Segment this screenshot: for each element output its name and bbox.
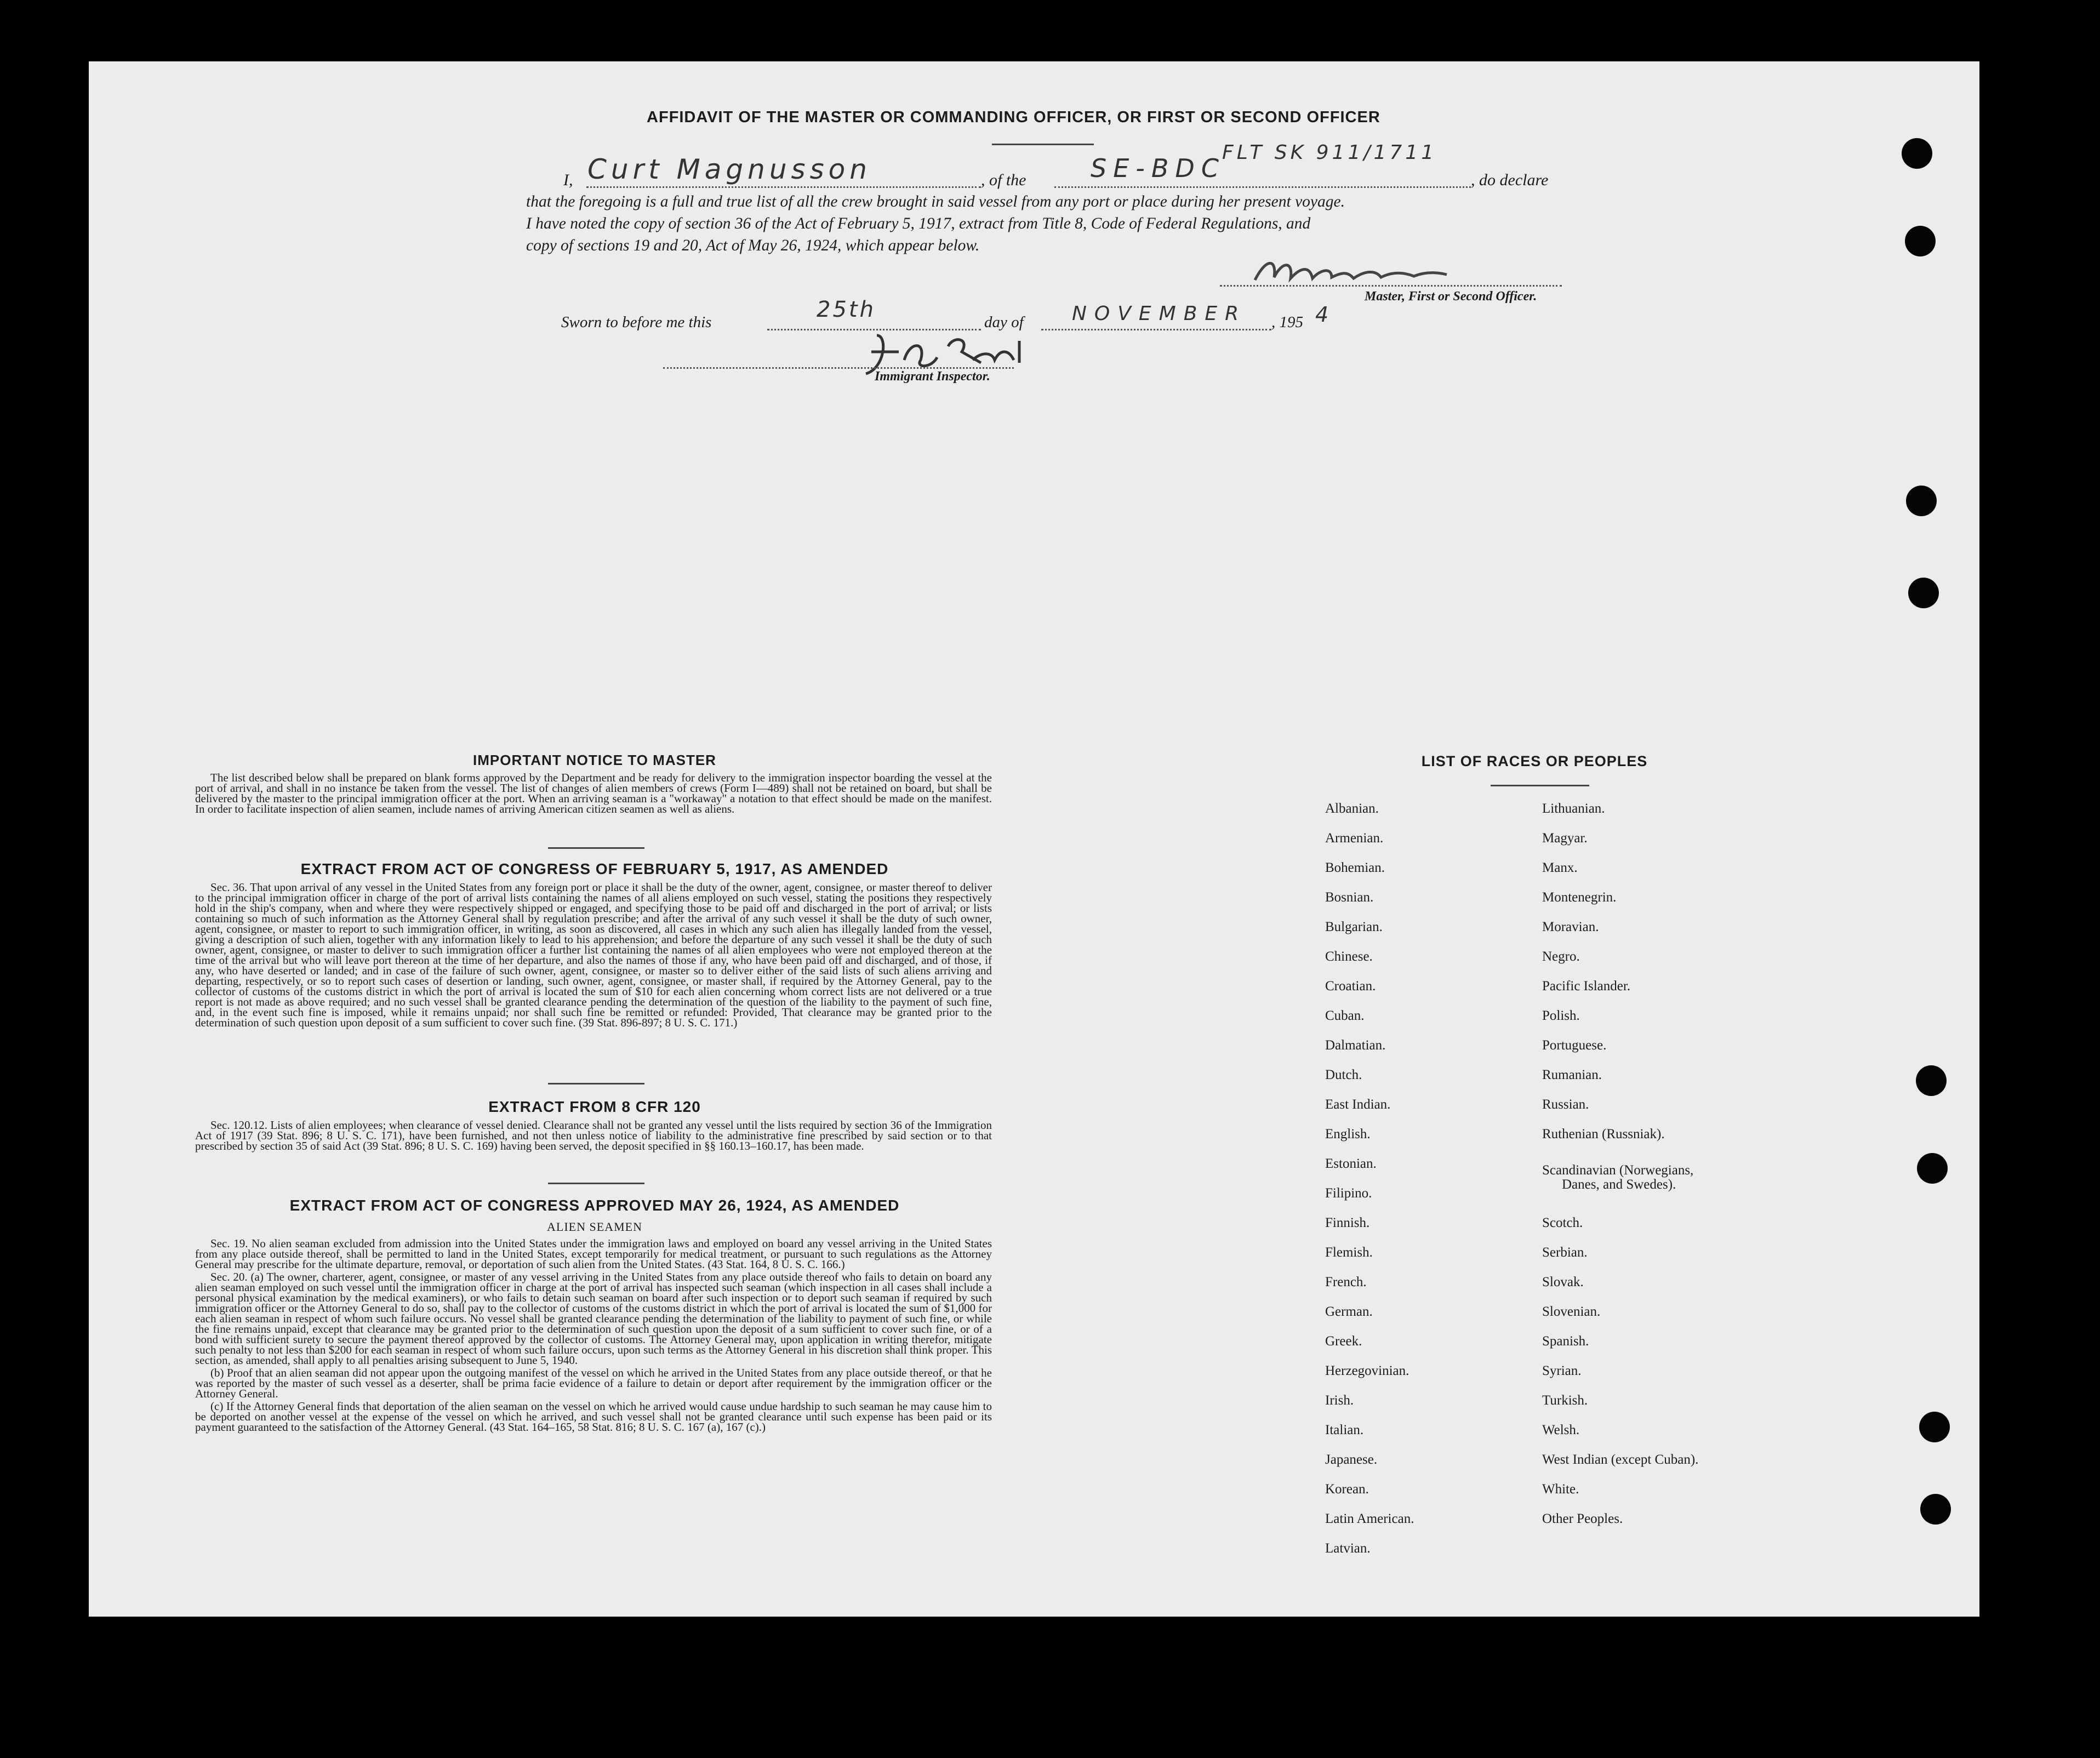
sec-19-paragraph: Sec. 19. No alien seaman excluded from admission into the United States under the immigration laws and employed on board any vessel arriving in the United States from any place outside thereof, shall be permitted to land in the United States, except temporarily for medical treatment, or pursuant to such regulations as the Attorney General may prescribe for the ultimate departure, removal, or deportation of such alien from the United States. (43 Stat. 164, 8 U. S. C. 166.) [195, 1237, 992, 1271]
name-line [586, 186, 981, 188]
race-left-item: Herzegovinian. [1325, 1363, 1409, 1378]
divider [1491, 785, 1589, 786]
race-right-item: Scotch. [1542, 1215, 1583, 1230]
race-right-item: West Indian (except Cuban). [1542, 1452, 1699, 1467]
race-left-item: Dalmatian. [1325, 1038, 1386, 1053]
declaration-line-4: copy of sections 19 and 20, Act of May 26, 1924, which appear below. [526, 237, 980, 254]
master-caption: Master, First or Second Officer. [1365, 289, 1537, 304]
declaration-line-3: I have noted the copy of section 36 of the Act of February 5, 1917, extract from Title 8, Code of Federal Regulations, and [526, 215, 1311, 232]
sec-20c-paragraph: (c) If the Attorney General finds that deportation of the alien seaman on the vessel on which he arrived would cause undue hardship to such seaman he may cause him to be deported on another vessel at the expense of the vessel on which he arrived, and such vessel shall not be granted clearance until such expense has been paid or its payment guaranteed to the satisfaction of the Attorney General. (43 Stat. 164–165, 58 Stat. 816; 8 U. S. C. 167 (a), 167 (c).) [195, 1400, 992, 1434]
race-right-item: Montenegrin. [1542, 890, 1617, 905]
race-right-item: White. [1542, 1482, 1579, 1497]
sec-20b-paragraph: (b) Proof that an alien seaman did not appear upon the outgoing manifest of the vessel on which he arrived in the United States from any place outside thereof, or that he was reported by the master of such vessel as a deserter, shall be prima facie evidence of a failure to detain or deport after requirement by the immigration officer or the Attorney General. [195, 1366, 992, 1400]
race-right-item: Polish. [1542, 1008, 1580, 1023]
declare-label: , do declare [1471, 171, 1549, 189]
master-signature [1249, 255, 1480, 294]
race-right-item: Danes, and Swedes). [1562, 1177, 1676, 1192]
extract-1917-text [195, 882, 992, 1030]
day-of-label: day of [984, 313, 1024, 331]
races-title: LIST OF RACES OR PEOPLES [1421, 753, 1648, 769]
race-right-item: Serbian. [1542, 1245, 1588, 1260]
sec-36-paragraph: Sec. 36. That upon arrival of any vessel in the United States from any foreign port or place it shall be the duty of the owner, agent, consignee, or master thereof to deliver to the principal immigration officer in charge of the port of arrival lists containing the names of all aliens employed on such vessel, stating the positions they respectively hold in the ship's company, when and where they were respectively shipped or engaged, and specifying those to be paid off and discharged in the port of arrival; or lists containing so much of such information as the Attorney General shall by regulation prescribe; and after the arrival of any such vessel it shall be the duty of such owner, agent, consignee, or master to report to such immigration officer, in writing, as soon as discovered, all cases in which any such alien has illegally landed from the vessel, giving a description of such alien, together with any information likely to lead to his apprehension; and before the departure of any such vessel it shall be the duty of such owner, agent, consignee, or master to deliver to such immigration officer a further list containing the names of all alien employees who were not employed thereon at the time of the arrival but who will leave port thereon at the time of her departure, and also the names of those if any, who have been paid off and discharged, and of those, if any, who have deserted or landed; and in case of the failure of such owner, agent, consignee, or master so to deliver either of the said lists of such aliens arriving and departing, respectively, or so to report such cases of desertion or landing, such owner, agent, consignee, or master shall, if required by the Attorney General, pay to the collector of customs of the customs district in which the port of arrival is located the sum of $10 for each alien concerning whom correct lists are not delivered or a true report is not made as above required; and no such vessel shall be granted clearance pending the determination of the question of the liability to the payment of such fine, and, in the event such fine is imposed, while it remains unpaid; nor shall such fine be remitted or refunded: Provided, That clearance may be granted prior to the determination of such question upon deposit of a sum sufficient to cover such fine. (39 Stat. 896-897; 8 U. S. C. 171.) [195, 881, 992, 1029]
race-left-item: Bulgarian. [1325, 920, 1383, 934]
punch-hole [1906, 486, 1937, 516]
title-divider [992, 144, 1094, 145]
race-right-item: Other Peoples. [1542, 1511, 1623, 1526]
race-left-item: Armenian. [1325, 831, 1384, 846]
vessel-line [1054, 186, 1471, 188]
extract-1917-title: EXTRACT FROM ACT OF CONGRESS OF FEBRUARY 5, 1917, AS AMENDED [300, 860, 889, 877]
race-right-item: Russian. [1542, 1097, 1589, 1112]
divider [548, 1183, 644, 1184]
year-prefix: , 195 [1271, 313, 1303, 331]
divider [548, 847, 644, 849]
vessel-handwritten: SE-BDC [1091, 153, 1225, 183]
notice-title: IMPORTANT NOTICE TO MASTER [473, 752, 716, 768]
race-right-item: Spanish. [1542, 1334, 1589, 1349]
race-left-item: Finnish. [1325, 1215, 1370, 1230]
affidavit-title: AFFIDAVIT OF THE MASTER OR COMMANDING OFFICER, OR FIRST OR SECOND OFFICER [647, 109, 1380, 126]
cfr-120-title: EXTRACT FROM 8 CFR 120 [488, 1098, 701, 1115]
inspector-caption: Immigrant Inspector. [875, 369, 990, 384]
race-right-item: Slovak. [1542, 1275, 1584, 1289]
race-left-item: Irish. [1325, 1393, 1354, 1408]
month-line [1041, 329, 1271, 330]
punch-hole [1916, 1065, 1947, 1096]
race-right-item: Ruthenian (Russniak). [1542, 1127, 1665, 1141]
race-right-item: Pacific Islander. [1542, 979, 1631, 994]
race-left-item: Greek. [1325, 1334, 1362, 1349]
race-left-item: Latvian. [1325, 1541, 1371, 1556]
sworn-month-handwritten: NOVEMBER [1072, 302, 1247, 325]
inspector-signature-line [663, 367, 1014, 369]
race-left-item: Estonian. [1325, 1156, 1377, 1171]
race-left-item: German. [1325, 1304, 1373, 1319]
extract-1924-text [195, 1238, 992, 1435]
sworn-day-handwritten: 25th [817, 297, 876, 322]
master-name-handwritten: Curt Magnusson [587, 153, 871, 185]
race-right-item: Rumanian. [1542, 1068, 1602, 1082]
race-left-item: Flemish. [1325, 1245, 1373, 1260]
sec-120-12-paragraph: Sec. 120.12. Lists of alien employees; when clearance of vessel denied. Clearance shall not be granted any vessel until the lists required by section 36 of the Immigration Act of 1917 (39 Stat. 896; 8 U. S. C. 171), have been furnished, and not then unless notice of liability to the administrative fine prescribed by said section or to that prescribed by section 35 of said Act (39 Stat. 896; 8 U. S. C. 169) having been served, the deposit specified in §§ 160.13–160.17, has been made. [195, 1118, 992, 1152]
race-right-item: Welsh. [1542, 1423, 1580, 1437]
notice-text [195, 773, 992, 817]
cfr-120-text [195, 1120, 992, 1154]
divider [548, 1083, 644, 1085]
race-right-item: Manx. [1542, 860, 1578, 875]
race-left-item: Korean. [1325, 1482, 1369, 1497]
of-the-label: , of the [981, 171, 1026, 189]
race-left-item: Albanian. [1325, 801, 1379, 816]
punch-hole [1902, 138, 1932, 169]
sworn-label: Sworn to before me this [561, 313, 712, 331]
race-left-item: Chinese. [1325, 949, 1373, 964]
alien-seamen-subtitle: ALIEN SEAMEN [547, 1220, 642, 1234]
race-right-item: Magyar. [1542, 831, 1588, 846]
race-left-item: Cuban. [1325, 1008, 1365, 1023]
race-left-item: Croatian. [1325, 979, 1376, 994]
race-left-item: Japanese. [1325, 1452, 1378, 1467]
race-left-item: East Indian. [1325, 1097, 1391, 1112]
race-left-item: French. [1325, 1275, 1367, 1289]
sec-20a-paragraph: Sec. 20. (a) The owner, charterer, agent, consignee, or master of any vessel arriving in the United States from any place outside thereof who fails to detain on board any alien seaman employed on such vessel until the immigration officer in charge at the port of arrival has inspected such seaman (which inspection in all cases shall include a personal physical examination by the medical examiners), or who fails to detain such seaman on board after such inspection or to deport such seaman if required by such immigration officer or the Attorney General to do so, shall pay to the collector of customs of the customs district in which the port of arrival is located the sum of $1,000 for each alien seaman in respect of whom such failure occurs. No vessel shall be granted clearance pending the determination of the liability to payment of such fine, or while the fine remains unpaid, except that clearance may be granted prior to the determination of such question upon the deposit of a sum sufficient to cover such fine, or of a bond with sufficient surety to secure the payment thereof approved by the collector of customs. The Attorney General may, upon application in writing therefor, mitigate such penalty to not less than $200 for each seaman in respect of whom such failure occurs, upon such terms as the Attorney General in his discretion shall think proper. This section, as amended, shall apply to all penalties arising subsequent to June 5, 1940. [195, 1270, 992, 1367]
race-left-item: Bosnian. [1325, 890, 1374, 905]
race-right-item: Syrian. [1542, 1363, 1582, 1378]
race-left-item: Dutch. [1325, 1068, 1362, 1082]
i-label: I, [563, 171, 573, 189]
race-right-item: Turkish. [1542, 1393, 1588, 1408]
race-right-item: Portuguese. [1542, 1038, 1607, 1053]
race-left-item: Bohemian. [1325, 860, 1385, 875]
race-left-item: Latin American. [1325, 1511, 1414, 1526]
race-right-item: Moravian. [1542, 920, 1599, 934]
punch-hole [1908, 578, 1939, 608]
flight-note-handwritten: FLT SK 911/1711 [1222, 141, 1437, 164]
master-signature-line [1220, 285, 1562, 287]
race-left-item: Filipino. [1325, 1186, 1372, 1201]
race-right-item: Scandinavian (Norwegians, [1542, 1163, 1694, 1178]
notice-paragraph: The list described below shall be prepared on blank forms approved by the Department and be ready for delivery to the immigration inspector boarding the vessel at the port of arrival, and shall in no instance be taken from the vessel. The list of changes of alien members of crews (Form I—489) shall not be retained on board, but shall be delivered by the master to the principal immigration officer at the port. When an arriving seaman is a "workaway" a notation to that effect should be made on the manifest. In order to facilitate inspection of alien seamen, include names of arriving American citizen seamen as well as aliens. [195, 771, 992, 815]
punch-hole [1917, 1153, 1948, 1184]
race-right-item: Slovenian. [1542, 1304, 1601, 1319]
race-right-item: Lithuanian. [1542, 801, 1605, 816]
race-left-item: English. [1325, 1127, 1371, 1141]
extract-1924-title: EXTRACT FROM ACT OF CONGRESS APPROVED MAY 26, 1924, AS AMENDED [289, 1197, 900, 1214]
punch-hole [1919, 1412, 1950, 1442]
race-left-item: Italian. [1325, 1423, 1364, 1437]
punch-hole [1905, 226, 1936, 256]
year-suffix-handwritten: 4 [1315, 302, 1329, 327]
declaration-line-2: that the foregoing is a full and true list of all the crew brought in said vessel from any port or place during her present voyage. [526, 193, 1345, 210]
race-right-item: Negro. [1542, 949, 1580, 964]
punch-hole [1920, 1494, 1951, 1525]
